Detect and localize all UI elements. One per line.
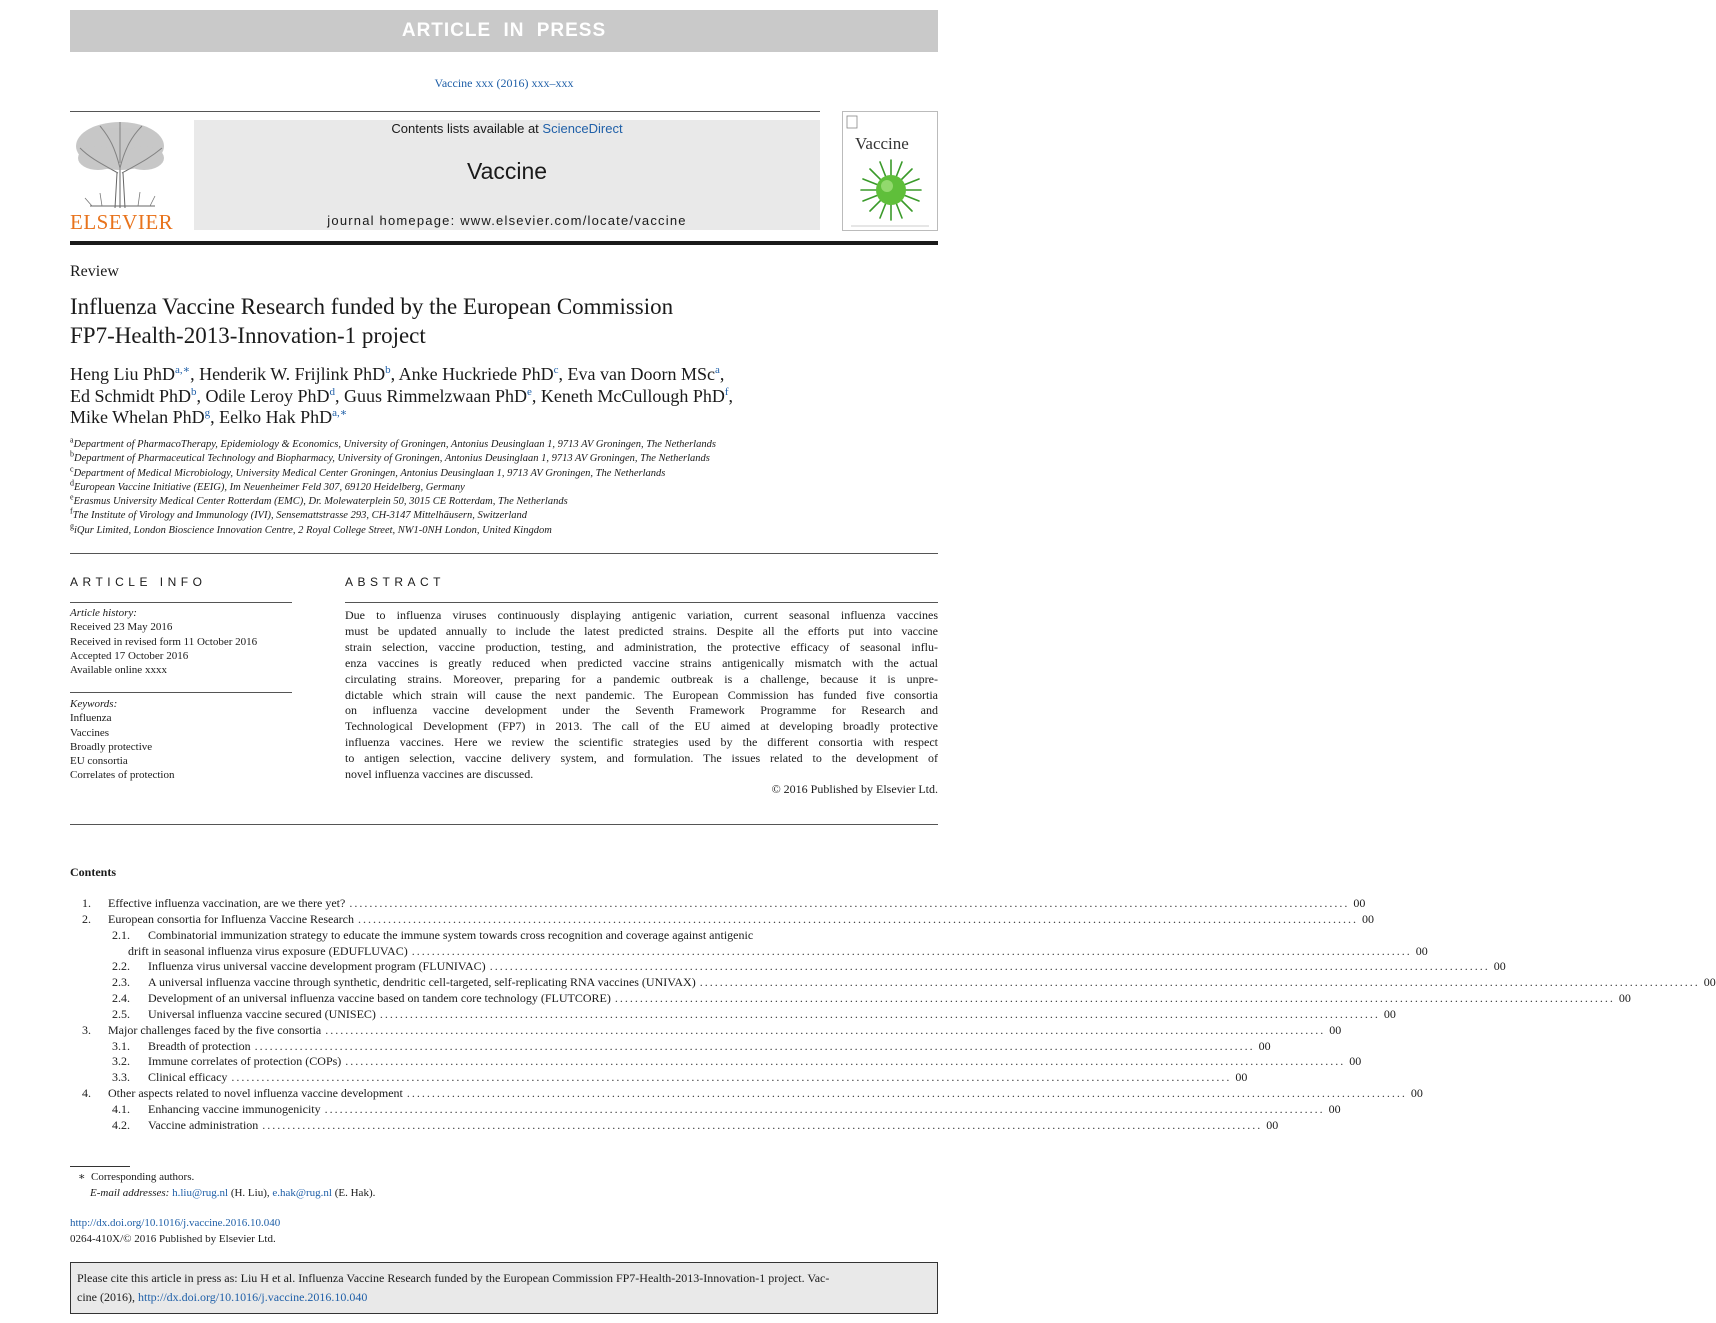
copyright-notice: © 2016 Published by Elsevier Ltd. <box>771 782 938 796</box>
toc-entry[interactable] <box>70 928 938 944</box>
toc-number: 2.5. <box>112 1006 130 1021</box>
vaccine-cover-image <box>843 112 937 230</box>
toc-leader-dots: ........................................................................................................................................................................................................ <box>614 991 1615 1006</box>
toc-page-number: 00 <box>1349 1054 1362 1069</box>
affiliation-text: Erasmus University Medical Center Rotterdam (EMC), Dr. Molewaterplein 50, 3015 CE Rotterdam, The Netherlands <box>73 496 568 508</box>
author-name[interactable]: Odile Leroy PhD <box>205 385 330 406</box>
affiliation-key: d <box>70 478 74 488</box>
publisher-wordmark: ELSEVIER <box>70 210 174 234</box>
toc-page-number: 00 <box>1383 1006 1396 1021</box>
toc-number: 4.2. <box>112 1117 130 1132</box>
toc-leader-dots: ........................................................................................................................................................................................................ <box>411 943 1412 958</box>
header-top-rule <box>70 111 820 112</box>
author-separator: , <box>210 407 220 427</box>
toc-entry[interactable] <box>70 1038 1271 1055</box>
author-line <box>70 407 938 429</box>
affiliation-item <box>70 492 938 509</box>
section-rule <box>70 824 938 825</box>
citation-text: Please cite this article in press as: Liu H et al. Influenza Vaccine Research funded by the European Commission FP7-Health-2013-Innovation-1 project. Vac- <box>77 1271 830 1285</box>
toc-title: A universal influenza vaccine through synthetic, dendritic cell-targeted, self-replicating RNA vaccines (UNIVAX) <box>148 975 696 990</box>
abstract-line: dictable which strain will cause the next pandemic. The European Commission has funded five consortia <box>345 687 938 702</box>
toc-number: 2. <box>82 911 91 926</box>
toc-page-number: 00 <box>1362 911 1374 926</box>
toc-leader-dots: ........................................................................................................................................................................................................ <box>254 1038 1255 1053</box>
toc-title: drift in seasonal influenza virus exposure (EDUFLUVAC) <box>128 943 408 958</box>
cover-title: Vaccine <box>855 134 909 153</box>
toc-title: Universal influenza vaccine secured (UNISEC) <box>148 1006 376 1021</box>
toc-leader-dots: ........................................................................................................................................................................................................ <box>379 1006 1380 1021</box>
header-bottom-rule <box>70 241 938 245</box>
section-rule <box>70 553 938 554</box>
author-affiliation-marker[interactable]: g <box>204 407 211 419</box>
issn-line: 0264-410X/© 2016 Published by Elsevier Ltd. <box>70 1232 276 1245</box>
contents-heading: Contents <box>70 865 117 879</box>
toc-leader-dots: ........................................................................................................................................................................................................ <box>325 1022 1326 1037</box>
toc-entry[interactable] <box>70 896 1366 912</box>
toc-entry[interactable] <box>70 1054 1362 1070</box>
toc-entry[interactable] <box>70 1086 1423 1102</box>
abstract-line: enza vaccines is greatly reduced when predicted vaccine strains antigenically mismatch with the actual <box>345 655 938 670</box>
toc-page-number: 00 <box>1493 959 1506 974</box>
corresponding-author-footnote <box>70 1170 938 1201</box>
toc-page-number: 00 <box>1329 1022 1342 1037</box>
affiliation-item <box>70 449 938 466</box>
author-name[interactable]: Ed Schmidt PhD <box>70 385 192 406</box>
toc-title: Influenza virus universal vaccine development program (FLUNIVAC) <box>148 959 486 974</box>
table-of-contents <box>70 896 1716 1134</box>
keyword-item: Correlates of protection <box>70 769 175 782</box>
affiliation-item <box>70 464 938 481</box>
author-name[interactable]: Guus Rimmelzwaan PhD <box>344 385 527 406</box>
article-info-heading: ARTICLE INFO <box>70 575 207 589</box>
toc-leader-dots: ........................................................................................................................................................................................................ <box>406 1086 1407 1101</box>
affiliation-text: Department of PharmacoTherapy, Epidemiology & Economics, University of Groningen, Antonius Deusinglaan 1, 9713 AV Groningen, The Netherlands <box>73 439 716 450</box>
affiliation-text: The Institute of Virology and Immunology (IVI), Sensemattstrasse 293, CH-3147 Mittelhäusern, Switzerland <box>72 510 528 522</box>
article-title-line-2: FP7-Health-2013-Innovation-1 project <box>70 323 426 348</box>
toc-number: 2.1. <box>112 927 130 942</box>
toc-number: 3. <box>82 1022 91 1037</box>
sciencedirect-link[interactable]: ScienceDirect <box>542 121 623 136</box>
affiliation-item <box>70 506 938 523</box>
author-name[interactable]: Heng Liu PhD <box>70 364 175 384</box>
affiliation-text: Department of Pharmaceutical Technology and Biopharmacy, University of Groningen, Antonius Deusinglaan 1, 9713 AV Groningen, The Netherlands <box>74 453 710 465</box>
author-separator: , <box>190 364 200 384</box>
toc-entry[interactable] <box>70 1117 1279 1134</box>
author-separator: , <box>196 385 206 406</box>
abstract-line: influenza vaccines. Here we review the scientific strategies used by the different consortia with respect <box>345 735 938 750</box>
author-affiliation-marker[interactable]: b <box>385 364 391 376</box>
toc-title: Combinatorial immunization strategy to educate the immune system towards cross recognition and coverage against antigenic <box>148 927 754 942</box>
journal-homepage[interactable]: journal homepage: www.elsevier.com/locate/vaccine <box>327 213 687 228</box>
abstract-line: circulating strains. Moreover, preparing for a pandemic outbreak is a challenge, because it is unpre- <box>345 671 938 686</box>
author-name[interactable]: Keneth McCullough PhD <box>540 385 725 406</box>
toc-entry[interactable] <box>70 1101 1341 1118</box>
author-affiliation-marker[interactable]: f <box>724 385 729 398</box>
email-label: E-mail addresses: <box>90 1186 170 1199</box>
affiliation-key: b <box>70 449 74 459</box>
affiliation-key: a <box>70 435 74 445</box>
history-label: Article history: <box>70 607 137 619</box>
toc-number: 3.3. <box>112 1070 130 1085</box>
doi-block <box>70 1216 938 1247</box>
toc-number: 3.1. <box>112 1038 130 1053</box>
affiliation-item <box>70 521 938 538</box>
toc-title: Enhancing vaccine immunogenicity <box>148 1101 321 1116</box>
email-link-hak[interactable]: e.hak@rug.nl <box>272 1186 332 1199</box>
author-affiliation-marker[interactable]: a,∗ <box>332 407 348 419</box>
keywords-rule <box>70 692 292 693</box>
contents-available-line <box>194 121 820 136</box>
toc-title: Breadth of protection <box>148 1038 251 1053</box>
contents-prefix: Contents lists available at <box>391 121 543 136</box>
toc-entry[interactable] <box>70 1070 1248 1086</box>
author-affiliation-marker[interactable]: e <box>526 385 532 398</box>
affiliation-key: c <box>70 464 74 474</box>
toc-title: Vaccine administration <box>148 1117 259 1132</box>
abstract-text <box>345 608 938 783</box>
history-item: Accepted 17 October 2016 <box>70 649 189 662</box>
author-name[interactable]: Mike Whelan PhD <box>70 407 205 427</box>
toc-number: 4.1. <box>112 1101 130 1116</box>
abstract-line: novel influenza vaccines are discussed. <box>345 767 534 782</box>
journal-reference-link[interactable]: Vaccine xxx (2016) xxx–xxx <box>434 76 574 90</box>
author-separator: , <box>531 385 541 406</box>
affiliation-key: e <box>70 492 74 502</box>
toc-leader-dots: ........................................................................................................................................................................................................ <box>349 896 1350 910</box>
citation-doi-link[interactable]: http://dx.doi.org/10.1016/j.vaccine.2016.10.040 <box>137 1289 368 1304</box>
toc-page-number: 00 <box>1703 975 1716 990</box>
footnote-symbol: ∗ <box>78 1171 86 1183</box>
toc-page-number: 00 <box>1415 943 1428 958</box>
toc-title: Other aspects related to novel influenza vaccine development <box>108 1086 403 1101</box>
toc-number: 1. <box>82 896 91 910</box>
toc-page-number: 00 <box>1328 1101 1341 1116</box>
doi-link[interactable]: http://dx.doi.org/10.1016/j.vaccine.2016.10.040 <box>70 1217 281 1229</box>
toc-entry[interactable] <box>70 1022 1342 1039</box>
toc-number: 3.2. <box>112 1054 130 1069</box>
author-affiliation-marker[interactable]: c <box>553 364 559 376</box>
keyword-item: EU consortia <box>70 755 128 768</box>
toc-leader-dots: ........................................................................................................................................................................................................ <box>699 975 1700 990</box>
affiliation-list <box>70 435 938 538</box>
toc-title: Effective influenza vaccination, are we there yet? <box>108 896 346 910</box>
toc-title: Clinical efficacy <box>148 1070 228 1085</box>
toc-leader-dots: ........................................................................................................................................................................................................ <box>358 911 1358 926</box>
toc-entry[interactable] <box>70 959 1506 975</box>
author-affiliation-marker[interactable]: b <box>191 385 197 398</box>
toc-page-number: 00 <box>1235 1070 1248 1085</box>
abstract-heading: ABSTRACT <box>345 575 446 589</box>
toc-leader-dots: ........................................................................................................................................................................................................ <box>345 1054 1346 1069</box>
article-info-rule <box>70 602 292 603</box>
abstract-line: must be updated annually to include the latest predicted strains. Despite all the efforts put into vaccine <box>345 623 938 638</box>
keywords <box>70 697 300 783</box>
abstract-line: Technological Development (FP7) in 2013. The call of the EU aimed at developing broadly protective <box>345 719 938 734</box>
author-affiliation-marker[interactable]: a <box>714 364 720 376</box>
abstract-line: to antigen selection, vaccine delivery system, and formulation. The issues related to the development of <box>345 751 938 766</box>
article-type: Review <box>70 263 119 280</box>
toc-number: 2.2. <box>112 959 130 974</box>
abstract-rule <box>345 602 938 603</box>
author-name[interactable]: Henderik W. Frijlink PhD <box>199 364 386 384</box>
journal-title: Vaccine <box>466 158 548 184</box>
toc-leader-dots: ........................................................................................................................................................................................................ <box>262 1117 1263 1132</box>
author-separator: , <box>728 385 734 406</box>
citation-box <box>70 1262 938 1314</box>
author-affiliation-marker[interactable]: a,∗ <box>175 364 191 376</box>
affiliation-text: iQur Limited, London Bioscience Innovation Centre, 2 Royal College Street, NW1-0NH London, United Kingdom <box>74 524 552 536</box>
history-item: Available online xxxx <box>70 664 167 677</box>
history-item: Received 23 May 2016 <box>70 621 173 634</box>
author-separator: , <box>558 364 568 384</box>
toc-page-number: 00 <box>1353 896 1366 910</box>
toc-leader-dots: ........................................................................................................................................................................................................ <box>231 1070 1232 1085</box>
author-separator: , <box>719 364 725 384</box>
author-name[interactable]: Eelko Hak PhD <box>219 407 333 427</box>
toc-page-number: 00 <box>1258 1038 1271 1053</box>
abstract-line: Due to influenza viruses continuously displaying antigenic variation, current seasonal influenza vaccines <box>345 608 938 622</box>
toc-entry[interactable] <box>70 991 1631 1007</box>
keyword-item: Broadly protective <box>70 740 153 753</box>
affiliation-key: f <box>70 506 73 516</box>
abstract-line: on influenza vaccine development under the Seventh Framework Programme for Research and <box>345 703 938 718</box>
toc-number: 2.3. <box>112 975 130 990</box>
history-item: Received in revised form 11 October 2016 <box>70 635 258 648</box>
keyword-item: Vaccines <box>70 726 110 739</box>
affiliation-item <box>70 478 938 495</box>
toc-page-number: 00 <box>1266 1117 1279 1132</box>
toc-title: Development of an universal influenza vaccine based on tandem core technology (FLUTCORE) <box>148 991 611 1006</box>
toc-page-number: 00 <box>1410 1086 1423 1101</box>
author-affiliation-marker[interactable]: d <box>329 385 335 398</box>
email-link-liu[interactable]: h.liu@rug.nl <box>172 1186 229 1199</box>
toc-title: Major challenges faced by the five consortia <box>108 1022 322 1037</box>
affiliation-text: Department of Medical Microbiology, University Medical Center Groningen, Antonius Deusinglaan 1, 9713 AV Groningen, The Netherlands <box>73 467 666 479</box>
article-title <box>70 292 850 350</box>
author-list <box>70 364 938 429</box>
toc-leader-dots: ........................................................................................................................................................................................................ <box>489 959 1490 974</box>
toc-entry[interactable] <box>70 911 1374 928</box>
author-name[interactable]: Eva van Doorn MSc <box>567 364 715 384</box>
corresponding-label: Corresponding authors. <box>90 1171 195 1183</box>
article-title-line-1: Influenza Vaccine Research funded by the European Commission <box>70 294 674 319</box>
toc-number: 4. <box>82 1086 91 1101</box>
journal-cover[interactable] <box>842 111 938 231</box>
toc-entry[interactable] <box>70 1006 1396 1023</box>
toc-number: 2.4. <box>112 991 130 1006</box>
article-in-press-banner: ARTICLE IN PRESS <box>70 10 938 52</box>
elsevier-tree-icon <box>70 118 172 210</box>
toc-entry[interactable] <box>70 943 1428 960</box>
author-line <box>70 386 938 408</box>
email-owner-liu: (H. Liu), <box>230 1186 270 1199</box>
toc-title: Immune correlates of protection (COPs) <box>148 1054 342 1069</box>
author-line <box>70 364 938 386</box>
abstract-line: strain selection, vaccine production, testing, and administration, the protective efficacy of seasonal influ- <box>345 639 938 654</box>
author-name[interactable]: Anke Huckriede PhD <box>398 364 554 384</box>
footnote-rule <box>70 1166 130 1167</box>
author-separator: , <box>335 385 344 406</box>
affiliation-text: European Vaccine Initiative (EEIG), Im Neuenheimer Feld 307, 69120 Heidelberg, Germany <box>74 481 465 493</box>
keywords-label: Keywords: <box>70 698 118 710</box>
keyword-item: Influenza <box>70 712 112 725</box>
citation-text-continued: cine (2016), <box>77 1289 138 1304</box>
toc-page-number: 00 <box>1618 991 1631 1006</box>
toc-entry[interactable] <box>70 975 1716 991</box>
affiliation-item <box>70 435 938 452</box>
article-history <box>70 606 300 677</box>
author-separator: , <box>390 364 399 384</box>
toc-title: European consortia for Influenza Vaccine Research <box>108 911 354 926</box>
email-owner-hak: (E. Hak). <box>334 1186 376 1199</box>
toc-leader-dots: ........................................................................................................................................................................................................ <box>324 1101 1325 1116</box>
affiliation-key: g <box>70 521 74 531</box>
